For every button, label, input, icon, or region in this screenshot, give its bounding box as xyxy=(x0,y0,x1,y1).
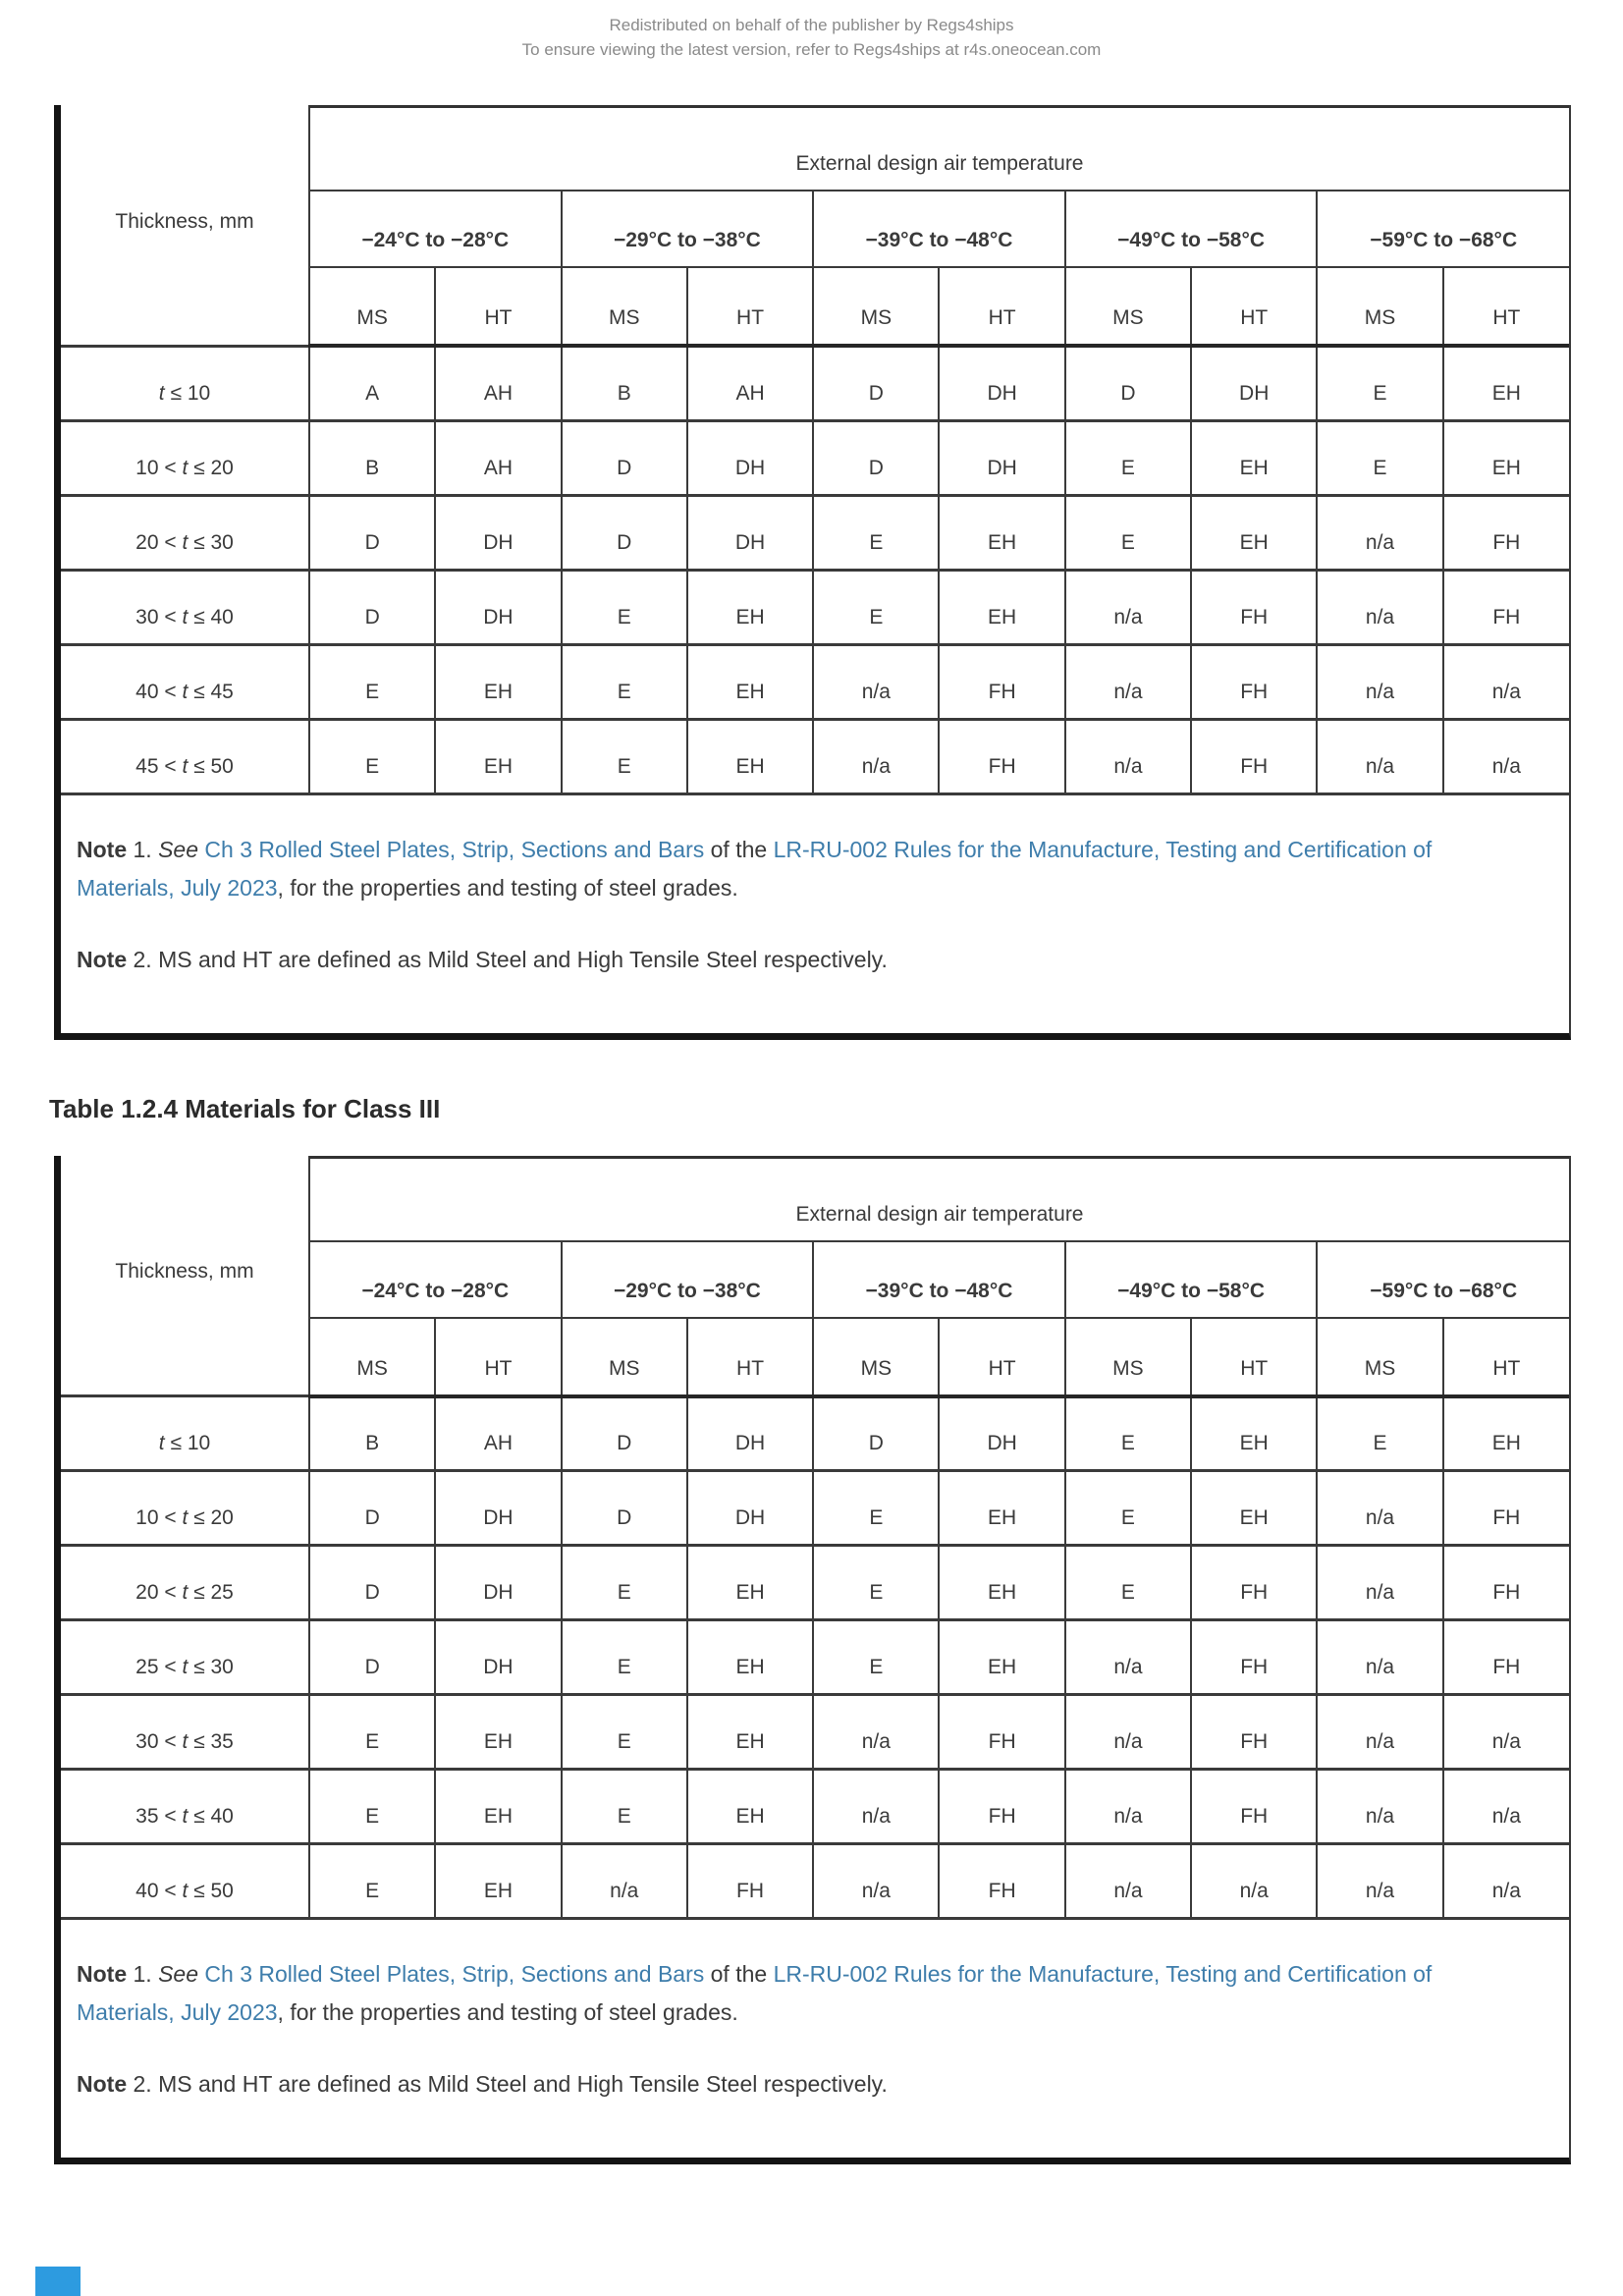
note-text: , for the properties and testing of steel grades. xyxy=(277,874,738,901)
table-row xyxy=(61,1770,1569,1844)
partial-footer-blue-box xyxy=(35,2267,81,2296)
grade-cell: DH xyxy=(435,495,561,570)
note-text: 2. MS and HT are defined as Mild Steel and High Tensile Steel respectively. xyxy=(127,2071,888,2097)
table-row xyxy=(61,420,1569,495)
grade-cell: E xyxy=(562,1546,687,1620)
table-row xyxy=(61,1695,1569,1770)
temp-range-header: −59°C to −68°C xyxy=(1317,191,1569,267)
grade-cell: E xyxy=(813,1620,939,1695)
grade-cell: D xyxy=(309,1471,435,1546)
grade-cell: EH xyxy=(435,1844,561,1919)
grade-cell: DH xyxy=(435,570,561,644)
redistribution-line2: To ensure viewing the latest version, refer to Regs4ships at r4s.oneocean.com xyxy=(521,40,1102,59)
grade-cell: D xyxy=(562,1471,687,1546)
grade-cell: D xyxy=(562,420,687,495)
grade-cell: EH xyxy=(687,570,813,644)
grade-cell: EH xyxy=(435,1695,561,1770)
table-row xyxy=(61,1546,1569,1620)
materials-table-1 xyxy=(61,105,1569,795)
grade-cell: B xyxy=(562,346,687,420)
grade-cell: B xyxy=(309,420,435,495)
grade-cell: n/a xyxy=(1317,1695,1442,1770)
grade-cell: n/a xyxy=(1065,570,1191,644)
table-row xyxy=(61,1620,1569,1695)
grade-cell: FH xyxy=(1191,719,1317,793)
grade-cell: AH xyxy=(687,346,813,420)
ms-header: MS xyxy=(562,1318,687,1396)
grade-cell: E xyxy=(562,1770,687,1844)
grade-cell: DH xyxy=(435,1620,561,1695)
table-row xyxy=(61,1844,1569,1919)
grade-cell: n/a xyxy=(1317,1546,1442,1620)
table-row xyxy=(61,570,1569,644)
grade-cell: FH xyxy=(939,1844,1064,1919)
grade-cell: FH xyxy=(1191,570,1317,644)
note-text: 1. xyxy=(127,1961,159,1987)
table-top-border xyxy=(309,105,1569,108)
ms-header: MS xyxy=(1317,267,1442,346)
grade-cell: E xyxy=(562,719,687,793)
grade-cell: n/a xyxy=(1317,1471,1442,1546)
grade-cell: DH xyxy=(939,420,1064,495)
temp-range-header: −29°C to −38°C xyxy=(562,191,814,267)
redistribution-header xyxy=(0,0,1623,62)
grade-cell: EH xyxy=(939,1546,1064,1620)
grade-cell: EH xyxy=(1443,1396,1569,1471)
note2 xyxy=(77,2065,1471,2104)
grade-cell: A xyxy=(309,346,435,420)
grade-cell: D xyxy=(813,420,939,495)
temp-range-header: −39°C to −48°C xyxy=(813,1241,1065,1318)
grade-cell: n/a xyxy=(813,1844,939,1919)
grade-cell: AH xyxy=(435,1396,561,1471)
grade-cell: n/a xyxy=(1065,1695,1191,1770)
grade-cell: n/a xyxy=(1065,1844,1191,1919)
grade-cell: DH xyxy=(687,420,813,495)
grade-cell: E xyxy=(813,495,939,570)
ms-header: MS xyxy=(1065,1318,1191,1396)
grade-cell: FH xyxy=(1191,1770,1317,1844)
grade-cell: E xyxy=(813,1546,939,1620)
grade-cell: EH xyxy=(1443,346,1569,420)
note-link[interactable]: Ch 3 Rolled Steel Plates, Strip, Sections and Bars xyxy=(204,836,705,862)
grade-cell: E xyxy=(309,1844,435,1919)
grade-cell: EH xyxy=(435,1770,561,1844)
ht-header: HT xyxy=(1191,1318,1317,1396)
grade-cell: n/a xyxy=(1317,1844,1442,1919)
ht-header: HT xyxy=(939,267,1064,346)
grade-cell: FH xyxy=(939,719,1064,793)
grade-cell: EH xyxy=(1191,420,1317,495)
ms-header: MS xyxy=(813,1318,939,1396)
grade-cell: n/a xyxy=(813,644,939,719)
materials-table-frame-1 xyxy=(54,105,1571,1040)
ht-header: HT xyxy=(435,267,561,346)
grade-cell: DH xyxy=(687,495,813,570)
grade-cell: n/a xyxy=(1065,644,1191,719)
ht-header: HT xyxy=(687,267,813,346)
ms-header: MS xyxy=(562,267,687,346)
grade-cell: D xyxy=(813,346,939,420)
note-text: Note xyxy=(77,2071,128,2097)
grade-cell: E xyxy=(309,719,435,793)
ms-header: MS xyxy=(1317,1318,1442,1396)
table-row xyxy=(61,719,1569,793)
note-text: of the xyxy=(704,836,774,862)
table-row xyxy=(61,644,1569,719)
temp-range-header: −59°C to −68°C xyxy=(1317,1241,1569,1318)
grade-cell: E xyxy=(562,1695,687,1770)
grade-cell: n/a xyxy=(1191,1844,1317,1919)
ms-header: MS xyxy=(309,1318,435,1396)
note-text: Note xyxy=(77,836,128,862)
grade-cell: D xyxy=(562,1396,687,1471)
grade-cell: EH xyxy=(687,719,813,793)
grade-cell: E xyxy=(813,570,939,644)
grade-cell: E xyxy=(309,644,435,719)
note-link[interactable]: LR-RU-002 Rules for the Manufacture, Testing and Certification of Materials, July 2023 xyxy=(77,1961,1433,2025)
grade-cell: n/a xyxy=(1443,1844,1569,1919)
grade-cell: DH xyxy=(435,1471,561,1546)
grade-cell: EH xyxy=(939,495,1064,570)
redistribution-line1: Redistributed on behalf of the publisher by Regs4ships xyxy=(609,16,1014,34)
grade-cell: E xyxy=(1317,420,1442,495)
note-text: of the xyxy=(704,1961,774,1987)
materials-table-2 xyxy=(61,1156,1569,1921)
grade-cell: D xyxy=(309,495,435,570)
grade-cell: E xyxy=(1317,346,1442,420)
grade-cell: D xyxy=(309,570,435,644)
temp-range-header: −39°C to −48°C xyxy=(813,191,1065,267)
note-text: Note xyxy=(77,1961,128,1987)
grade-cell: FH xyxy=(939,1695,1064,1770)
note-text: 1. xyxy=(127,836,159,862)
grade-cell: n/a xyxy=(1065,1770,1191,1844)
thickness-cell: t ≤ 10 xyxy=(61,346,309,420)
ht-header: HT xyxy=(435,1318,561,1396)
grade-cell: E xyxy=(1065,1546,1191,1620)
grade-cell: E xyxy=(1065,1396,1191,1471)
ht-header: HT xyxy=(1443,1318,1569,1396)
table-notes xyxy=(61,1920,1569,2158)
thickness-cell: 40 < t ≤ 50 xyxy=(61,1844,309,1919)
grade-cell: EH xyxy=(939,1471,1064,1546)
grade-cell: FH xyxy=(1191,1695,1317,1770)
grade-cell: n/a xyxy=(1317,1620,1442,1695)
grade-cell: B xyxy=(309,1396,435,1471)
thickness-header: Thickness, mm xyxy=(61,105,309,346)
note-text: Note xyxy=(77,946,128,972)
table-top-border xyxy=(309,1156,1569,1159)
grade-cell: E xyxy=(1065,495,1191,570)
grade-cell: n/a xyxy=(1317,495,1442,570)
note-text: See xyxy=(158,836,205,862)
grade-cell: D xyxy=(1065,346,1191,420)
grade-cell: D xyxy=(813,1396,939,1471)
grade-cell: EH xyxy=(1191,1471,1317,1546)
grade-cell: FH xyxy=(1443,495,1569,570)
section-title: Table 1.2.4 Materials for Class III xyxy=(49,1093,441,1123)
note2 xyxy=(77,941,1471,979)
grade-cell: FH xyxy=(1443,1471,1569,1546)
grade-cell: n/a xyxy=(1317,719,1442,793)
grade-cell: D xyxy=(562,495,687,570)
note1 xyxy=(77,831,1471,907)
ht-header: HT xyxy=(1443,267,1569,346)
grade-cell: EH xyxy=(687,1620,813,1695)
ht-header: HT xyxy=(939,1318,1064,1396)
grade-cell: E xyxy=(1317,1396,1442,1471)
note-link[interactable]: LR-RU-002 Rules for the Manufacture, Testing and Certification of Materials, July 2023 xyxy=(77,836,1433,901)
thickness-cell: 25 < t ≤ 30 xyxy=(61,1620,309,1695)
grade-cell: DH xyxy=(1191,346,1317,420)
note1 xyxy=(77,1955,1471,2032)
grade-cell: E xyxy=(1065,420,1191,495)
grade-cell: FH xyxy=(1191,1620,1317,1695)
table-row xyxy=(61,495,1569,570)
grade-cell: DH xyxy=(687,1471,813,1546)
grade-cell: n/a xyxy=(1443,1695,1569,1770)
external-temp-header: External design air temperature xyxy=(309,105,1569,191)
grade-cell: n/a xyxy=(1443,719,1569,793)
note-text: , for the properties and testing of steel grades. xyxy=(277,1999,738,2025)
ms-header: MS xyxy=(1065,267,1191,346)
table-row xyxy=(61,1396,1569,1471)
grade-cell: FH xyxy=(1443,570,1569,644)
thickness-cell: 20 < t ≤ 30 xyxy=(61,495,309,570)
grade-cell: FH xyxy=(687,1844,813,1919)
thickness-cell: 30 < t ≤ 35 xyxy=(61,1695,309,1770)
table-row xyxy=(61,346,1569,420)
thickness-cell: 40 < t ≤ 45 xyxy=(61,644,309,719)
grade-cell: FH xyxy=(1191,1546,1317,1620)
grade-cell: E xyxy=(562,1620,687,1695)
grade-cell: n/a xyxy=(562,1844,687,1919)
thickness-cell: 45 < t ≤ 50 xyxy=(61,719,309,793)
grade-cell: n/a xyxy=(813,1695,939,1770)
ms-header: MS xyxy=(813,267,939,346)
grade-cell: D xyxy=(309,1546,435,1620)
grade-cell: EH xyxy=(435,644,561,719)
grade-cell: DH xyxy=(939,1396,1064,1471)
grade-cell: D xyxy=(309,1620,435,1695)
grade-cell: n/a xyxy=(1065,1620,1191,1695)
grade-cell: DH xyxy=(435,1546,561,1620)
grade-cell: E xyxy=(309,1770,435,1844)
thickness-cell: 20 < t ≤ 25 xyxy=(61,1546,309,1620)
temp-range-header: −49°C to −58°C xyxy=(1065,191,1318,267)
grade-cell: AH xyxy=(435,420,561,495)
temp-range-header: −24°C to −28°C xyxy=(309,1241,562,1318)
thickness-cell: 10 < t ≤ 20 xyxy=(61,1471,309,1546)
grade-cell: n/a xyxy=(813,719,939,793)
note-text: 2. MS and HT are defined as Mild Steel and High Tensile Steel respectively. xyxy=(127,946,888,972)
ht-header: HT xyxy=(687,1318,813,1396)
ms-header: MS xyxy=(309,267,435,346)
grade-cell: FH xyxy=(939,644,1064,719)
grade-cell: AH xyxy=(435,346,561,420)
grade-cell: EH xyxy=(435,719,561,793)
table-notes xyxy=(61,795,1569,1033)
grade-cell: E xyxy=(562,644,687,719)
grade-cell: EH xyxy=(687,1695,813,1770)
thickness-header: Thickness, mm xyxy=(61,1156,309,1396)
temp-range-header: −29°C to −38°C xyxy=(562,1241,814,1318)
thickness-cell: t ≤ 10 xyxy=(61,1396,309,1471)
grade-cell: EH xyxy=(687,1770,813,1844)
grade-cell: E xyxy=(813,1471,939,1546)
grade-cell: EH xyxy=(687,1546,813,1620)
thickness-cell: 10 < t ≤ 20 xyxy=(61,420,309,495)
grade-cell: FH xyxy=(1443,1620,1569,1695)
grade-cell: EH xyxy=(939,570,1064,644)
grade-cell: n/a xyxy=(813,1770,939,1844)
temp-range-header: −24°C to −28°C xyxy=(309,191,562,267)
grade-cell: FH xyxy=(1191,644,1317,719)
grade-cell: n/a xyxy=(1317,1770,1442,1844)
grade-cell: n/a xyxy=(1317,644,1442,719)
grade-cell: EH xyxy=(687,644,813,719)
grade-cell: n/a xyxy=(1443,1770,1569,1844)
external-temp-header: External design air temperature xyxy=(309,1156,1569,1241)
thickness-cell: 35 < t ≤ 40 xyxy=(61,1770,309,1844)
grade-cell: E xyxy=(1065,1471,1191,1546)
note-link[interactable]: Ch 3 Rolled Steel Plates, Strip, Sections and Bars xyxy=(204,1961,705,1987)
grade-cell: E xyxy=(309,1695,435,1770)
grade-cell: EH xyxy=(1191,495,1317,570)
grade-cell: DH xyxy=(939,346,1064,420)
table-row xyxy=(61,1471,1569,1546)
materials-table-frame-2 xyxy=(54,1156,1571,2165)
grade-cell: DH xyxy=(687,1396,813,1471)
ht-header: HT xyxy=(1191,267,1317,346)
grade-cell: EH xyxy=(1443,420,1569,495)
temp-range-header: −49°C to −58°C xyxy=(1065,1241,1318,1318)
grade-cell: EH xyxy=(1191,1396,1317,1471)
thickness-cell: 30 < t ≤ 40 xyxy=(61,570,309,644)
grade-cell: n/a xyxy=(1317,570,1442,644)
grade-cell: n/a xyxy=(1443,644,1569,719)
grade-cell: FH xyxy=(1443,1546,1569,1620)
grade-cell: EH xyxy=(939,1620,1064,1695)
note-text: See xyxy=(158,1961,205,1987)
grade-cell: FH xyxy=(939,1770,1064,1844)
grade-cell: E xyxy=(562,570,687,644)
grade-cell: n/a xyxy=(1065,719,1191,793)
